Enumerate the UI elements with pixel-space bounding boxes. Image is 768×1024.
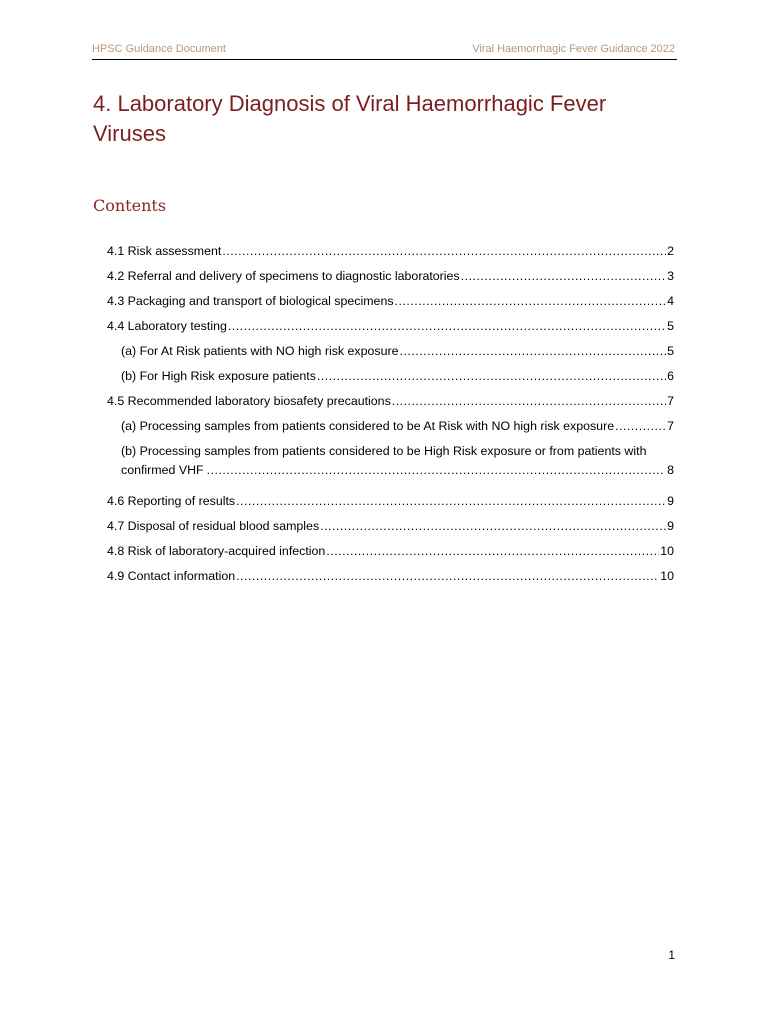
toc-entry-4-4-a[interactable] [121, 342, 674, 367]
toc-entry-page: 10 [660, 569, 674, 583]
toc-entry-4-1[interactable] [107, 242, 674, 267]
page-number: 1 [668, 948, 675, 962]
toc-dot-leader [236, 492, 666, 510]
toc-entry-label: 4.8 Risk of laboratory-acquired infection [107, 544, 326, 558]
toc-entry-4-2[interactable] [107, 267, 674, 292]
toc-entry-page: 4 [667, 294, 674, 308]
toc-dot-leader [392, 392, 666, 410]
toc-entry-label: 4.4 Laboratory testing [107, 319, 227, 333]
toc-entry-label: (b) For High Risk exposure patients [121, 369, 316, 383]
toc-entry-label-line2: confirmed VHF [121, 463, 204, 477]
toc-dot-leader [207, 461, 664, 479]
toc-dot-leader [317, 367, 666, 385]
chapter-title: 4. Laboratory Diagnosis of Viral Haemorrhagic Fever Viruses [93, 91, 607, 146]
toc-entry-4-3[interactable] [107, 292, 674, 317]
toc-entry-label: 4.6 Reporting of results [107, 494, 236, 508]
toc-entry-4-7[interactable] [107, 517, 674, 542]
toc-dot-leader [320, 517, 666, 535]
toc-dot-leader [615, 417, 666, 435]
toc-dot-leader [236, 567, 659, 585]
toc-dot-leader [395, 292, 667, 310]
toc-entry-4-6[interactable] [107, 492, 674, 517]
header-document-type: HPSC Guidance Document [92, 43, 226, 55]
toc-dot-leader [222, 242, 666, 260]
toc-entry-label: 4.1 Risk assessment [107, 244, 222, 258]
toc-entry-4-5-a[interactable] [121, 417, 674, 442]
toc-entry-4-8[interactable] [107, 542, 674, 567]
toc-entry-page: 6 [667, 369, 674, 383]
table-of-contents [107, 242, 674, 592]
contents-heading: Contents [93, 196, 167, 215]
toc-dot-leader [461, 267, 666, 285]
running-header [92, 43, 677, 60]
toc-entry-4-4[interactable] [107, 317, 674, 342]
toc-entry-page: 7 [667, 394, 674, 408]
toc-entry-label: 4.2 Referral and delivery of specimens to diagnostic laboratories [107, 269, 460, 283]
toc-entry-page: 10 [660, 544, 674, 558]
toc-entry-label: 4.3 Packaging and transport of biological specimens [107, 294, 394, 308]
toc-entry-page: 2 [667, 244, 674, 258]
toc-entry-page: 5 [667, 344, 674, 358]
toc-entry-label: (a) For At Risk patients with NO high risk exposure [121, 344, 399, 358]
toc-entry-4-4-b[interactable] [121, 367, 674, 392]
toc-entry-label: 4.5 Recommended laboratory biosafety precautions [107, 394, 391, 408]
toc-entry-4-5-b[interactable] [121, 442, 674, 492]
toc-entry-label: 4.9 Contact information [107, 569, 236, 583]
toc-entry-page: 9 [667, 494, 674, 508]
toc-entry-4-5[interactable] [107, 392, 674, 417]
toc-entry-label: (a) Processing samples from patients considered to be At Risk with NO high risk exposure [121, 419, 615, 433]
toc-entry-page: 3 [667, 269, 674, 283]
toc-dot-leader [228, 317, 666, 335]
header-document-title: Viral Haemorrhagic Fever Guidance 2022 [472, 43, 675, 55]
toc-entry-page: 9 [667, 519, 674, 533]
toc-dot-leader [326, 542, 659, 560]
toc-dot-leader [400, 342, 667, 360]
toc-entry-page: 5 [667, 319, 674, 333]
toc-entry-label: 4.7 Disposal of residual blood samples [107, 519, 320, 533]
toc-entry-4-9[interactable] [107, 567, 674, 592]
toc-entry-page: 7 [667, 419, 674, 433]
toc-entry-label-line1: (b) Processing samples from patients considered to be High Risk exposure or from patients with [121, 444, 647, 458]
toc-entry-page: 8 [667, 463, 674, 477]
